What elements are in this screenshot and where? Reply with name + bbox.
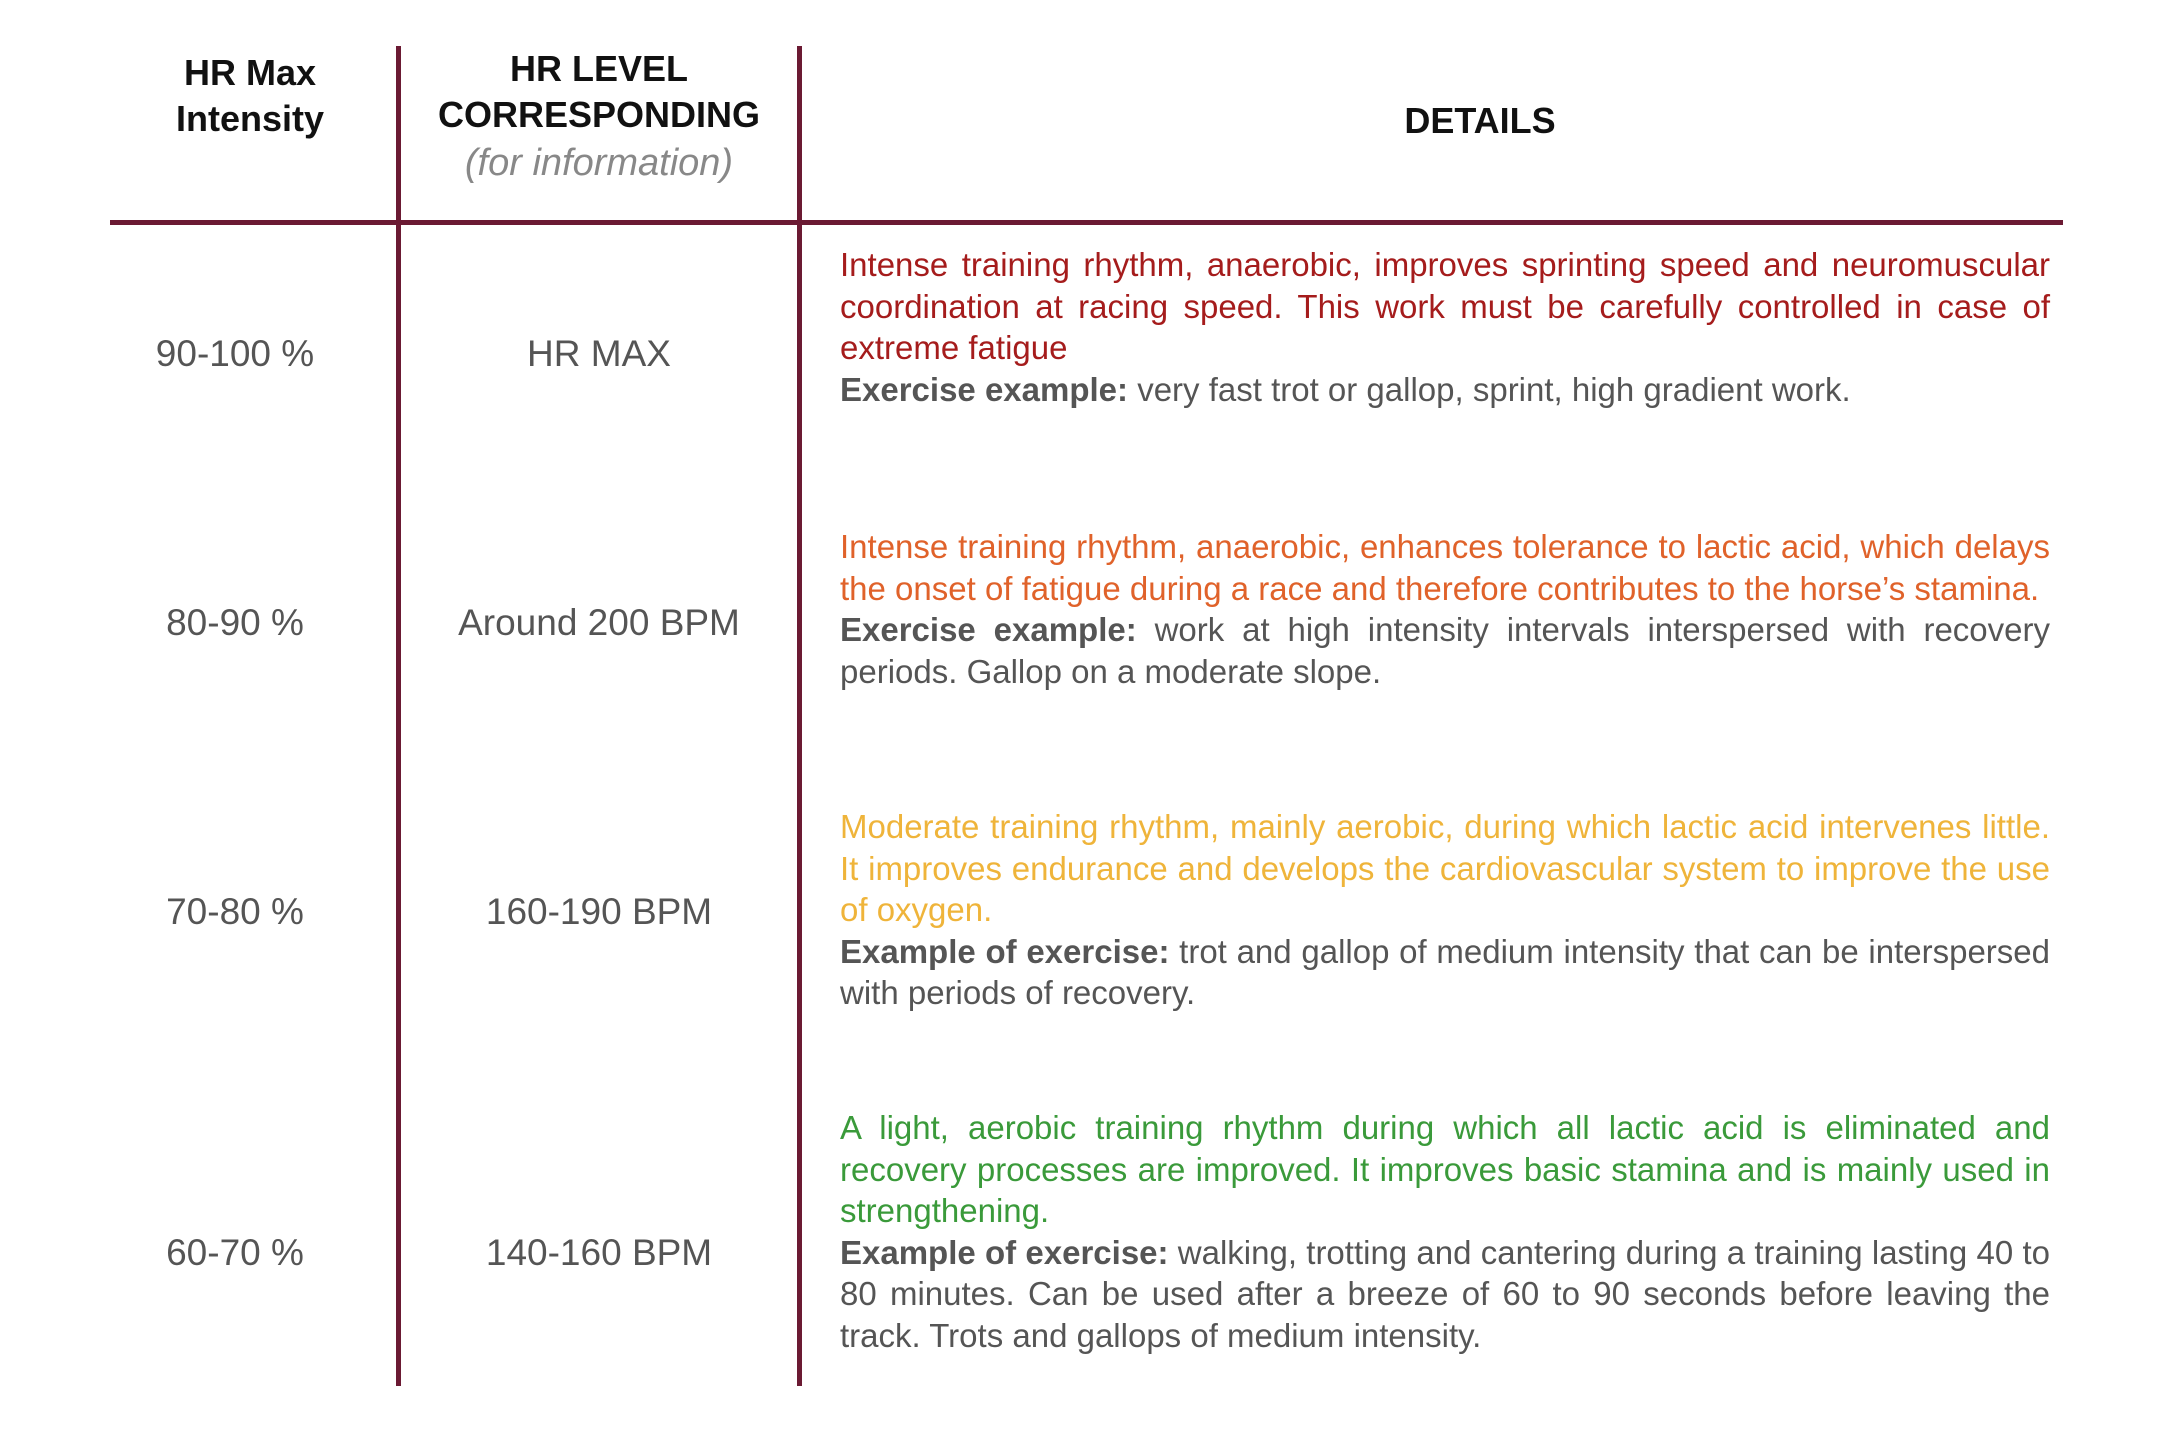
header-col1-line2: Intensity xyxy=(175,98,325,139)
header-rule xyxy=(110,220,2063,225)
column-divider xyxy=(396,46,401,1386)
row-example-text: work at high intensity intervals interspersed with recovery periods. Gallop on a moderate slope. xyxy=(840,611,2050,690)
row-example-text: walking, trotting and cantering during a training lasting 40 to 80 minutes. Can be used after a breeze of 60 to 90 seconds before leaving the track. Trots and gallops of medium intensity. xyxy=(840,1233,2050,1354)
row-details xyxy=(840,526,2050,692)
header-col2-line2: CORRESPONDING xyxy=(437,94,761,135)
row-description: Moderate training rhythm, mainly aerobic, during which lactic acid intervenes little. It improves endurance and develops the cardiovascular system to improve the use of oxygen. xyxy=(840,808,2050,928)
row-description: Intense training rhythm, anaerobic, improves sprinting speed and neuromuscular coordination at racing speed. This work must be carefully controlled in case of extreme fatigue xyxy=(840,246,2050,366)
header-col2-subtitle: (for information) xyxy=(464,142,734,184)
row-example xyxy=(840,609,2050,692)
row-example-label: Example of exercise: xyxy=(840,1233,1169,1271)
row-intensity: 70-80 % xyxy=(166,891,304,932)
row-example-text: trot and gallop of medium intensity that can be interspersed with periods of recovery. xyxy=(840,932,2050,1011)
row-hr-level: 140-160 BPM xyxy=(485,1232,713,1273)
row-details xyxy=(840,1107,2050,1356)
row-example-label: Exercise example: xyxy=(840,611,1137,648)
row-intensity: 80-90 % xyxy=(166,602,304,643)
row-hr-level: HR MAX xyxy=(527,333,671,374)
header-hr-level xyxy=(405,46,793,188)
row-description: Intense training rhythm, anaerobic, enhances tolerance to lactic acid, which delays the onset of fatigue during a race and therefore contributes to the horse’s stamina. xyxy=(840,528,2050,607)
row-details xyxy=(840,244,2050,410)
row-example xyxy=(840,931,2050,1014)
row-hr-level: 160-190 BPM xyxy=(485,891,713,932)
header-details: DETAILS xyxy=(1404,100,1556,141)
header-hr-max-intensity xyxy=(110,50,390,142)
row-intensity: 60-70 % xyxy=(166,1232,304,1273)
row-hr-level: Around 200 BPM xyxy=(458,602,740,643)
row-example-label: Example of exercise: xyxy=(840,932,1170,970)
row-intensity: 90-100 % xyxy=(155,333,315,374)
row-details xyxy=(840,806,2050,1014)
column-divider xyxy=(797,46,802,1386)
row-description: A light, aerobic training rhythm during which all lactic acid is eliminated and recovery processes are improved. It improves basic stamina and is mainly used in strengthening. xyxy=(840,1109,2050,1229)
row-example-label: Exercise example: xyxy=(840,370,1129,408)
header-col2-line1: HR LEVEL xyxy=(509,48,688,89)
row-example xyxy=(840,369,2050,411)
header-col1-line1: HR Max xyxy=(183,52,317,93)
row-example-text: very fast trot or gallop, sprint, high gradient work. xyxy=(1128,370,1851,408)
row-example xyxy=(840,1232,2050,1357)
